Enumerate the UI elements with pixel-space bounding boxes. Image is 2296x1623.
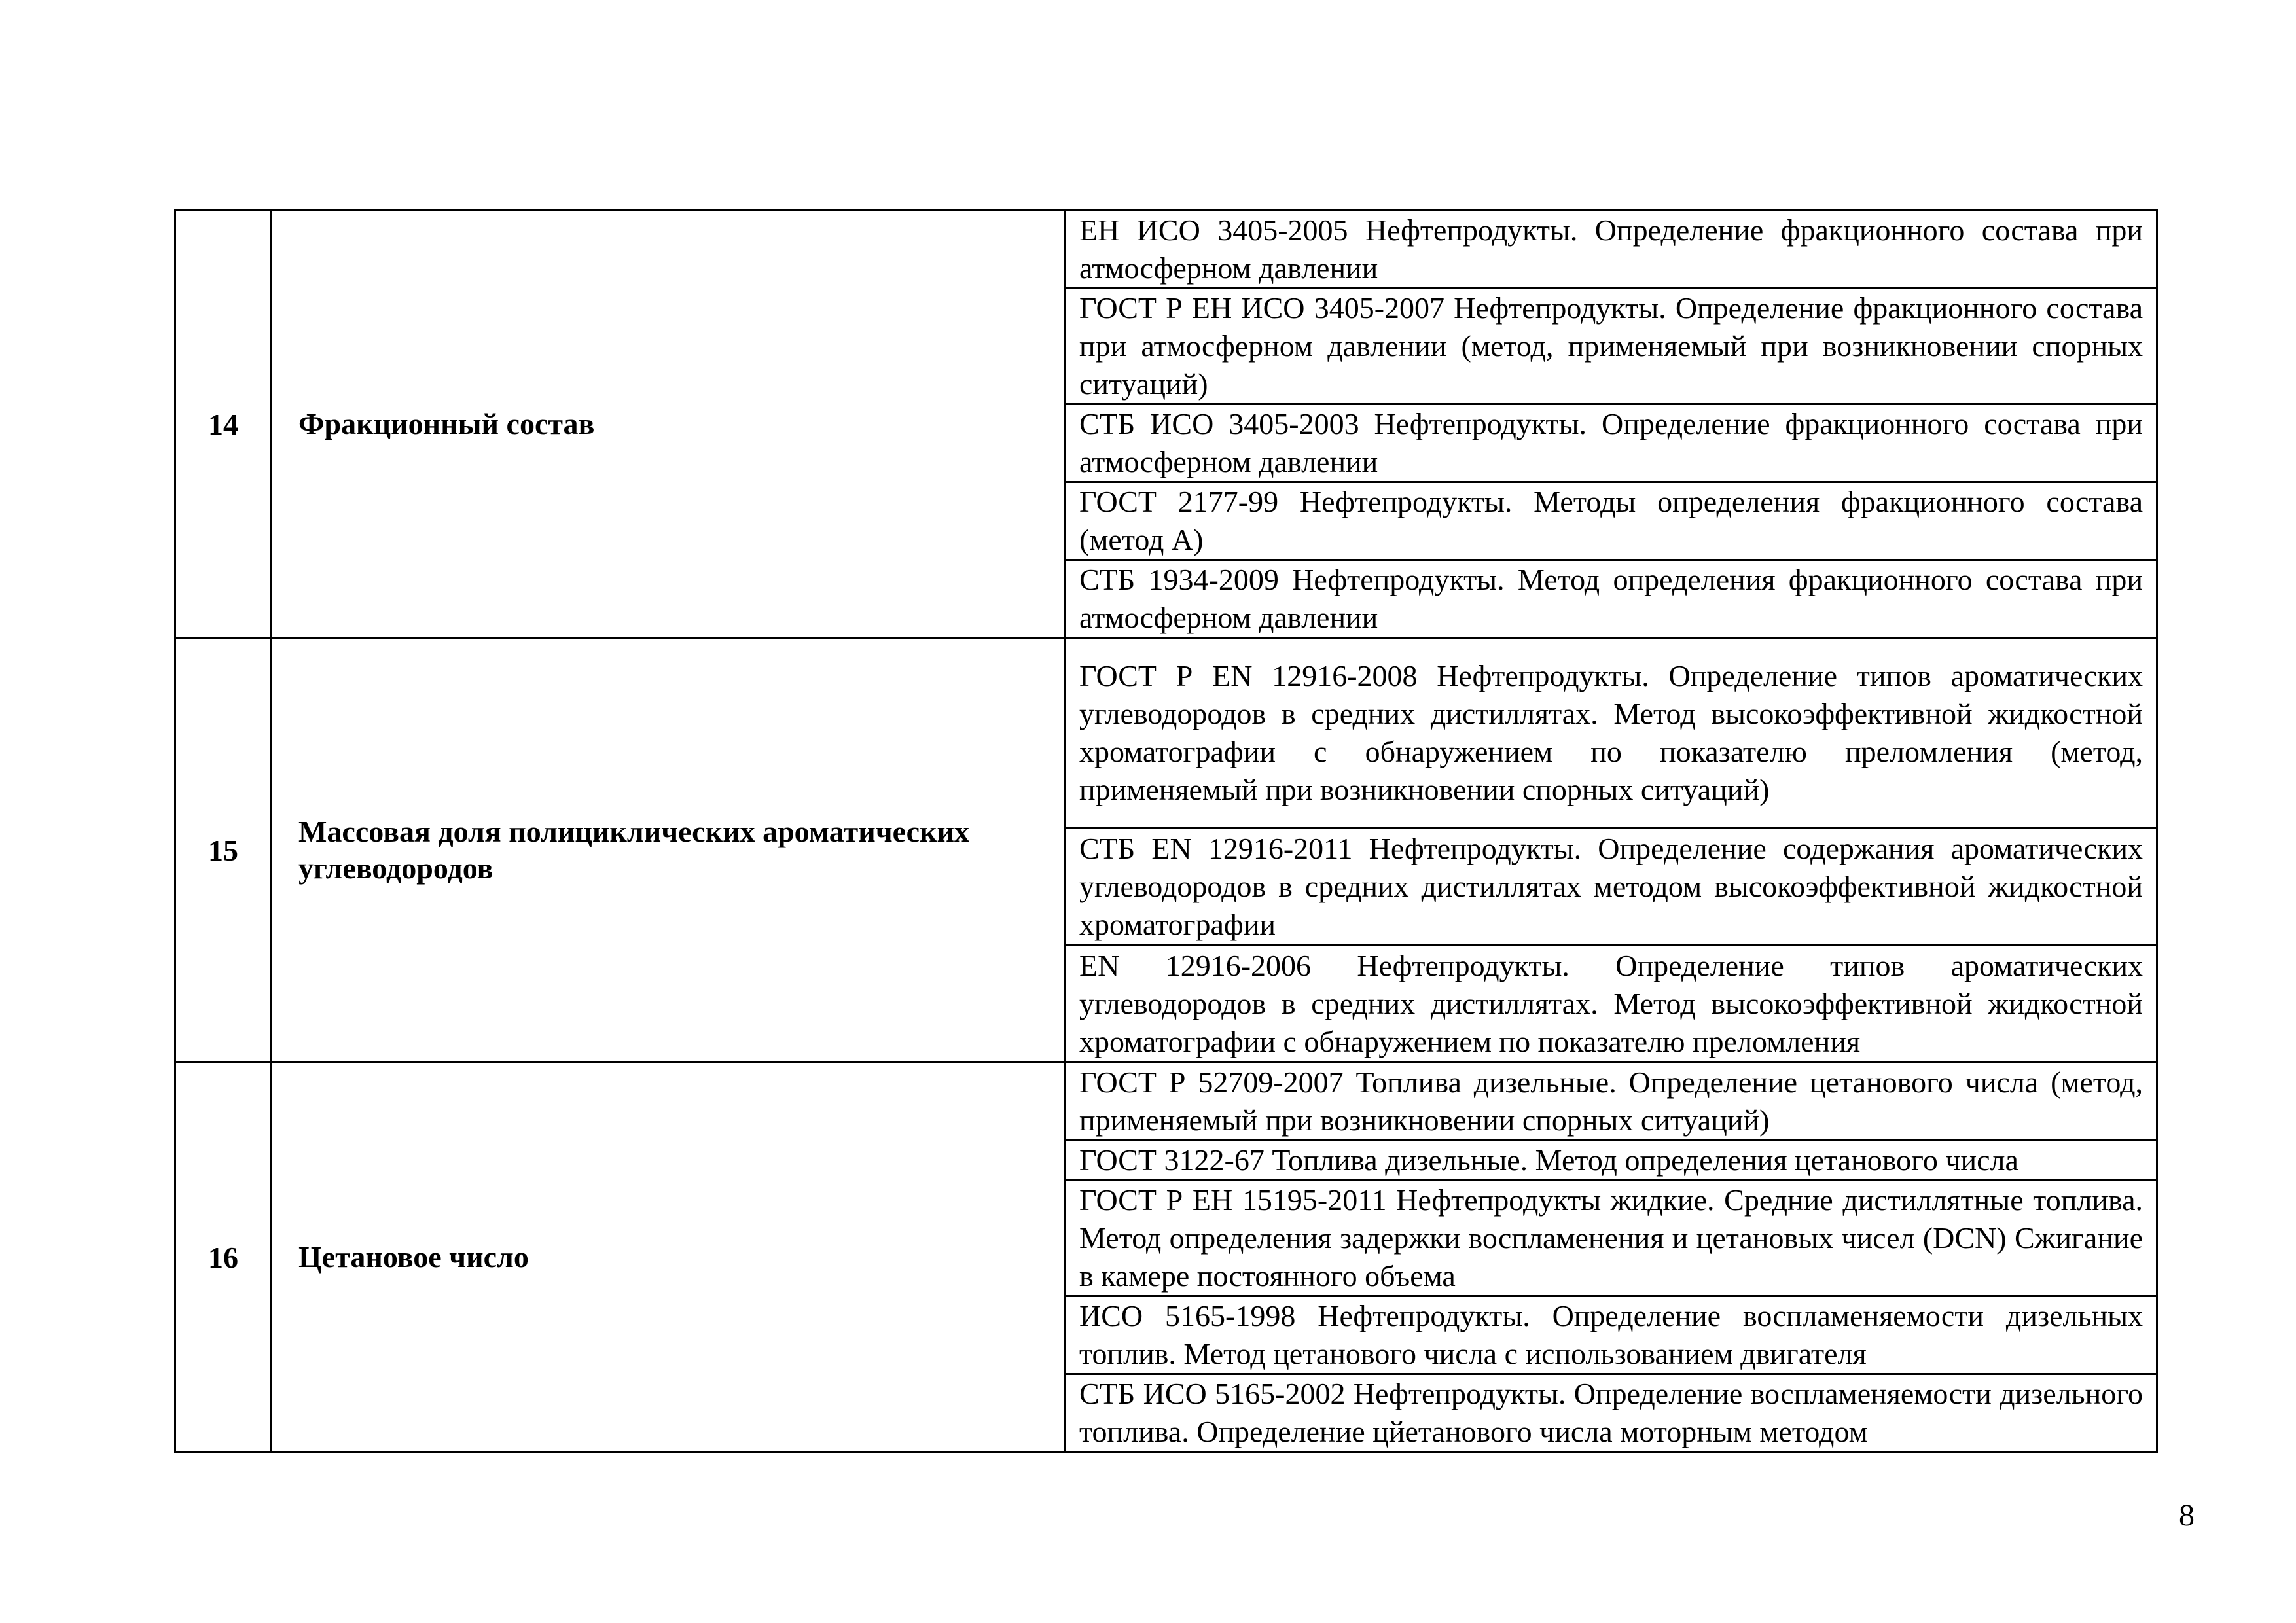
method-cell: ГОСТ 2177-99 Нефтепродукты. Методы определения фракционного состава (метод А) <box>1066 482 2157 560</box>
row-number: 14 <box>175 211 272 638</box>
method-cell: СТБ ИСО 5165-2002 Нефтепродукты. Определение воспламеняемости дизельного топлива. Определение цйетанового числа моторным методом <box>1066 1374 2157 1452</box>
method-cell: ГОСТ Р ЕН ИСО 3405-2007 Нефтепродукты. Определение фракционного состава при атмосферном давлении (метод, применяемый при возникновении спорных ситуаций) <box>1066 289 2157 404</box>
parameter-name: Массовая доля полициклических ароматических углеводородов <box>272 638 1066 1063</box>
method-cell: СТБ ИСО 3405-2003 Нефтепродукты. Определение фракционного состава при атмосферном давлении <box>1066 404 2157 482</box>
table-row <box>175 638 2157 829</box>
method-cell: ГОСТ Р EN 12916-2008 Нефтепродукты. Определение типов ароматических углеводородов в средних дистиллятах. Метод высокоэффективной жидкостной хроматографии с обнаружением по показателю преломления (метод, применяемый при возникновении спорных ситуаций) <box>1066 638 2157 829</box>
standards-table <box>174 209 2158 1453</box>
table-row <box>175 211 2157 289</box>
row-number: 16 <box>175 1063 272 1452</box>
table-row <box>175 1063 2157 1141</box>
method-cell: СТБ 1934-2009 Нефтепродукты. Метод определения фракционного состава при атмосферном давлении <box>1066 560 2157 638</box>
page-number: 8 <box>2179 1498 2195 1533</box>
method-cell: ГОСТ 3122-67 Топлива дизельные. Метод определения цетанового числа <box>1066 1141 2157 1181</box>
parameter-name: Цетановое число <box>272 1063 1066 1452</box>
method-cell: ГОСТ Р ЕН 15195-2011 Нефтепродукты жидкие. Средние дистиллятные топлива. Метод определения задержки воспламенения и цетановых чисел (DCN) Сжигание в камере постоянного объема <box>1066 1181 2157 1296</box>
method-cell: СТБ EN 12916-2011 Нефтепродукты. Определение содержания ароматических углеводородов в средних дистиллятах методом высокоэффективной жидкостной хроматографии <box>1066 829 2157 945</box>
method-cell: ГОСТ Р 52709-2007 Топлива дизельные. Определение цетанового числа (метод, применяемый при возникновении спорных ситуаций) <box>1066 1063 2157 1141</box>
method-cell: ИСО 5165-1998 Нефтепродукты. Определение воспламеняемости дизельных топлив. Метод цетанового числа с использованием двигателя <box>1066 1296 2157 1374</box>
method-cell: EN 12916-2006 Нефтепродукты. Определение типов ароматических углеводородов в средних дистиллятах. Метод высокоэффективной жидкостной хроматографии с обнаружением по показателю преломления <box>1066 945 2157 1063</box>
parameter-name: Фракционный состав <box>272 211 1066 638</box>
row-number: 15 <box>175 638 272 1063</box>
method-cell: ЕН ИСО 3405-2005 Нефтепродукты. Определение фракционного состава при атмосферном давлении <box>1066 211 2157 289</box>
